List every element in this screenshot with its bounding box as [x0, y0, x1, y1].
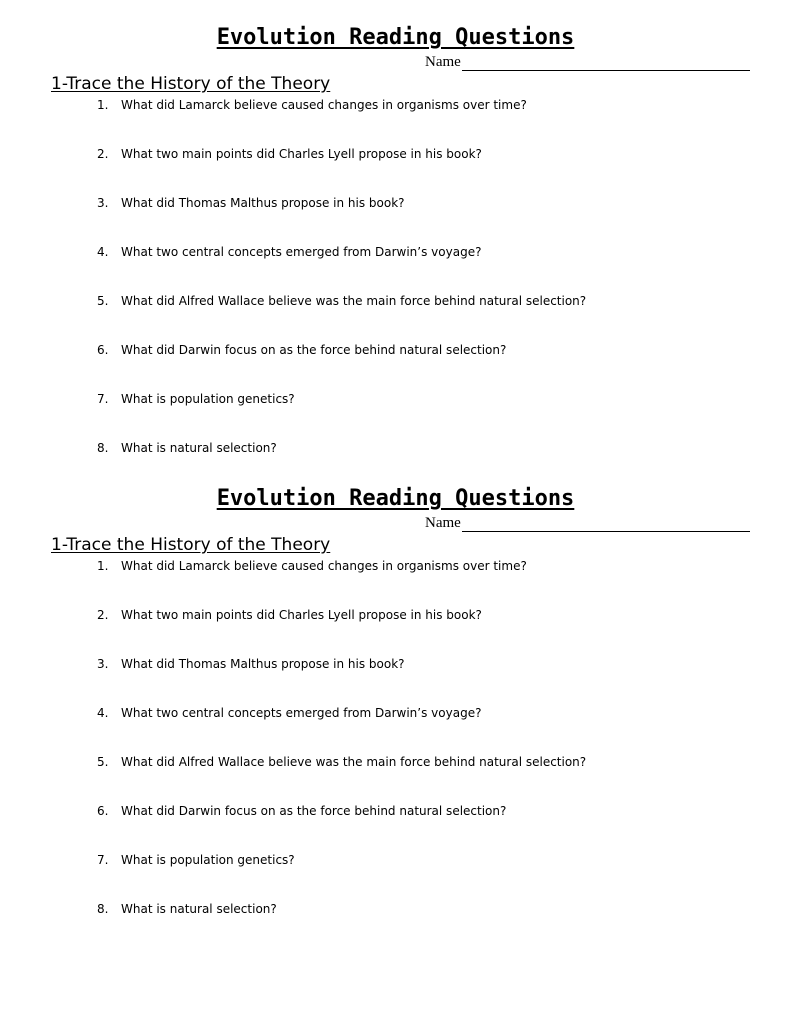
question-list	[0, 97, 791, 489]
section-heading: 1-Trace the History of the Theory	[51, 535, 331, 555]
question-text: What did Thomas Malthus propose in his book?	[121, 657, 405, 671]
question-number: 3.	[97, 196, 109, 210]
question-number: 8.	[97, 902, 109, 916]
question-number: 2.	[97, 147, 109, 161]
worksheet-title: Evolution Reading Questions	[216, 25, 575, 50]
question-item	[0, 705, 791, 754]
question-text: What did Lamarck believe caused changes in organisms over time?	[121, 98, 527, 112]
question-item	[0, 558, 791, 607]
question-list	[0, 558, 791, 950]
question-item	[0, 754, 791, 803]
name-field	[425, 514, 750, 532]
name-label: Name	[425, 515, 461, 531]
question-text: What is population genetics?	[121, 392, 295, 406]
question-text: What did Alfred Wallace believe was the main force behind natural selection?	[121, 755, 587, 769]
question-text: What did Thomas Malthus propose in his book?	[121, 196, 405, 210]
question-item	[0, 293, 791, 342]
question-item	[0, 342, 791, 391]
question-text: What two main points did Charles Lyell propose in his book?	[121, 608, 482, 622]
question-number: 7.	[97, 853, 109, 867]
question-number: 7.	[97, 392, 109, 406]
name-blank-line	[462, 516, 750, 532]
question-text: What two central concepts emerged from Darwin’s voyage?	[121, 245, 482, 259]
question-item	[0, 440, 791, 489]
question-number: 4.	[97, 706, 109, 720]
question-text: What is population genetics?	[121, 853, 295, 867]
question-item	[0, 607, 791, 656]
question-item	[0, 852, 791, 901]
question-item	[0, 803, 791, 852]
question-number: 6.	[97, 343, 109, 357]
question-text: What two central concepts emerged from Darwin’s voyage?	[121, 706, 482, 720]
question-item	[0, 146, 791, 195]
question-item	[0, 97, 791, 146]
question-item	[0, 244, 791, 293]
section-heading: 1-Trace the History of the Theory	[51, 74, 331, 94]
name-label: Name	[425, 54, 461, 70]
question-number: 6.	[97, 804, 109, 818]
question-item	[0, 195, 791, 244]
question-item	[0, 391, 791, 440]
question-number: 8.	[97, 441, 109, 455]
question-number: 1.	[97, 559, 109, 573]
question-number: 1.	[97, 98, 109, 112]
question-item	[0, 656, 791, 705]
question-text: What two main points did Charles Lyell propose in his book?	[121, 147, 482, 161]
question-text: What did Darwin focus on as the force behind natural selection?	[121, 804, 507, 818]
question-number: 2.	[97, 608, 109, 622]
question-number: 5.	[97, 294, 109, 308]
question-number: 4.	[97, 245, 109, 259]
question-number: 5.	[97, 755, 109, 769]
question-text: What is natural selection?	[121, 441, 277, 455]
name-blank-line	[462, 55, 750, 71]
question-number: 3.	[97, 657, 109, 671]
question-text: What did Lamarck believe caused changes in organisms over time?	[121, 559, 527, 573]
question-text: What did Darwin focus on as the force behind natural selection?	[121, 343, 507, 357]
worksheet-title: Evolution Reading Questions	[216, 486, 575, 511]
name-field	[425, 53, 750, 71]
question-text: What did Alfred Wallace believe was the main force behind natural selection?	[121, 294, 587, 308]
question-item	[0, 901, 791, 950]
question-text: What is natural selection?	[121, 902, 277, 916]
